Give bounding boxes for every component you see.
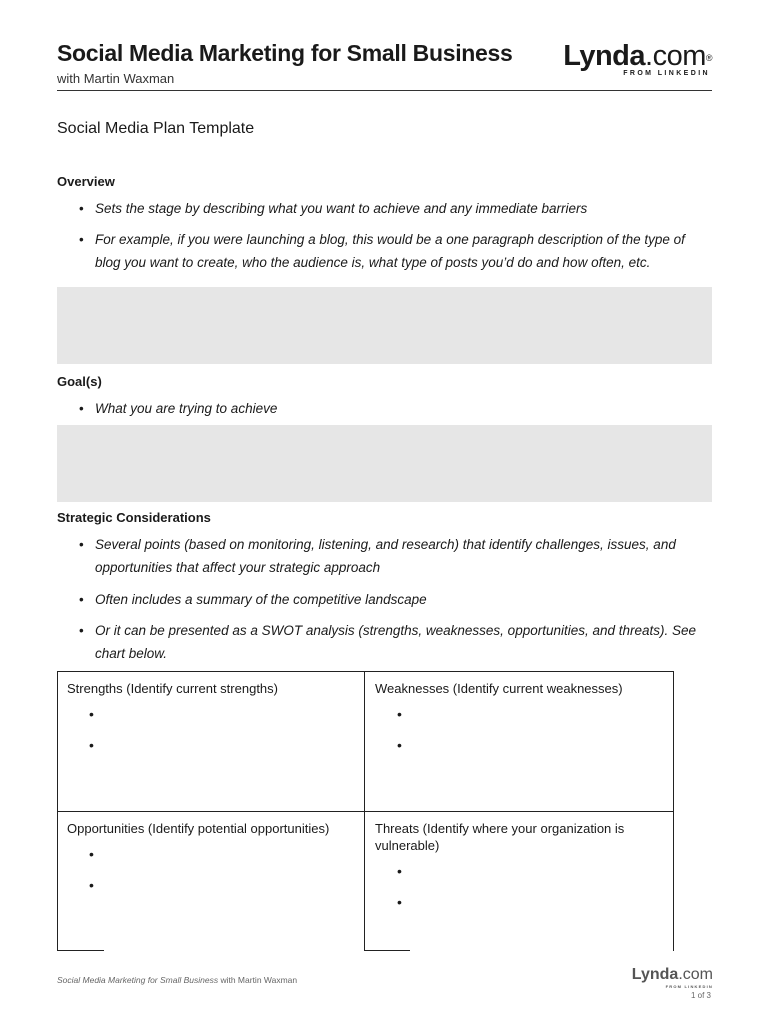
footer-logo-brand: Lynda [631, 966, 679, 983]
overview-heading: Overview [57, 174, 115, 189]
goals-input-area[interactable] [57, 425, 712, 502]
logo-tld: .com [645, 40, 706, 72]
swot-opportunities-bullet[interactable]: • [89, 877, 94, 893]
strategic-bullet-3: Or it can be presented as a SWOT analysis (strengths, weaknesses, opportunities, and threats). See chart below. [95, 623, 697, 661]
swot-opportunities-label: Opportunities (Identify potential opportunities) [67, 821, 330, 836]
list-item [79, 588, 709, 611]
goals-heading: Goal(s) [57, 374, 102, 389]
swot-threats-bullet[interactable]: • [397, 863, 402, 879]
footer-logo-tld: .com [678, 966, 713, 983]
document-subtitle: with Martin Waxman [57, 71, 175, 86]
list-item [79, 619, 709, 665]
swot-weaknesses-bullet[interactable]: • [397, 737, 402, 753]
bullet-glyph: • [79, 592, 84, 607]
swot-strengths-bullet[interactable]: • [89, 737, 94, 753]
footer-logo-tagline: FROM LINKEDIN [665, 984, 713, 989]
footer-lynda-logo [632, 966, 713, 989]
table-border [57, 950, 104, 951]
footer-author: with Martin Waxman [218, 975, 298, 985]
overview-bullet-2: For example, if you were launching a blog, this would be a one paragraph description of the type of blog you want to create, who the audience is, what type of posts you’d do and how often, etc. [95, 232, 685, 270]
logo-tagline: FROM LINKEDIN [623, 70, 710, 77]
table-border [364, 671, 365, 951]
footer-course-title: Social Media Marketing for Small Business [57, 975, 219, 985]
bullet-glyph: • [79, 537, 84, 552]
strategic-heading: Strategic Considerations [57, 510, 211, 525]
bullet-glyph: • [79, 623, 84, 638]
list-item [79, 197, 709, 220]
logo-brand: Lynda [563, 40, 646, 72]
list-item [79, 228, 709, 274]
overview-bullet-1: Sets the stage by describing what you want to achieve and any immediate barriers [95, 201, 588, 216]
swot-strengths-bullet[interactable]: • [89, 706, 94, 722]
strategic-bullet-2: Often includes a summary of the competitive landscape [95, 592, 427, 607]
table-border [57, 671, 58, 951]
document-header [57, 40, 712, 91]
swot-strengths-label: Strengths (Identify current strengths) [67, 681, 278, 696]
plan-title: Social Media Plan Template [57, 120, 255, 137]
list-item [79, 397, 709, 420]
swot-threats-label: Threats (Identify where your organization is vulnerable) [375, 821, 625, 853]
lynda-logo [563, 40, 712, 77]
strategic-bullet-1: Several points (based on monitoring, listening, and research) that identify challenges, issues, and opportunities that affect your strategic approach [95, 537, 676, 575]
page-number: 1 of 3 [690, 991, 711, 1000]
footer-course-info [57, 975, 297, 985]
table-border [364, 950, 410, 951]
table-border [57, 671, 674, 672]
bullet-glyph: • [79, 201, 84, 216]
list-item [79, 533, 709, 579]
swot-table [57, 671, 674, 951]
bullet-glyph: • [79, 401, 84, 416]
table-border [673, 671, 674, 951]
table-border [57, 811, 674, 812]
overview-input-area[interactable] [57, 287, 712, 364]
swot-weaknesses-bullet[interactable]: • [397, 706, 402, 722]
goals-bullet-1: What you are trying to achieve [95, 401, 278, 416]
swot-threats-bullet[interactable]: • [397, 894, 402, 910]
swot-opportunities-bullet[interactable]: • [89, 846, 94, 862]
swot-weaknesses-label: Weaknesses (Identify current weaknesses) [375, 681, 623, 696]
bullet-glyph: • [79, 232, 84, 247]
document-title: Social Media Marketing for Small Business [57, 40, 513, 66]
logo-registered-mark: ® [705, 53, 712, 63]
